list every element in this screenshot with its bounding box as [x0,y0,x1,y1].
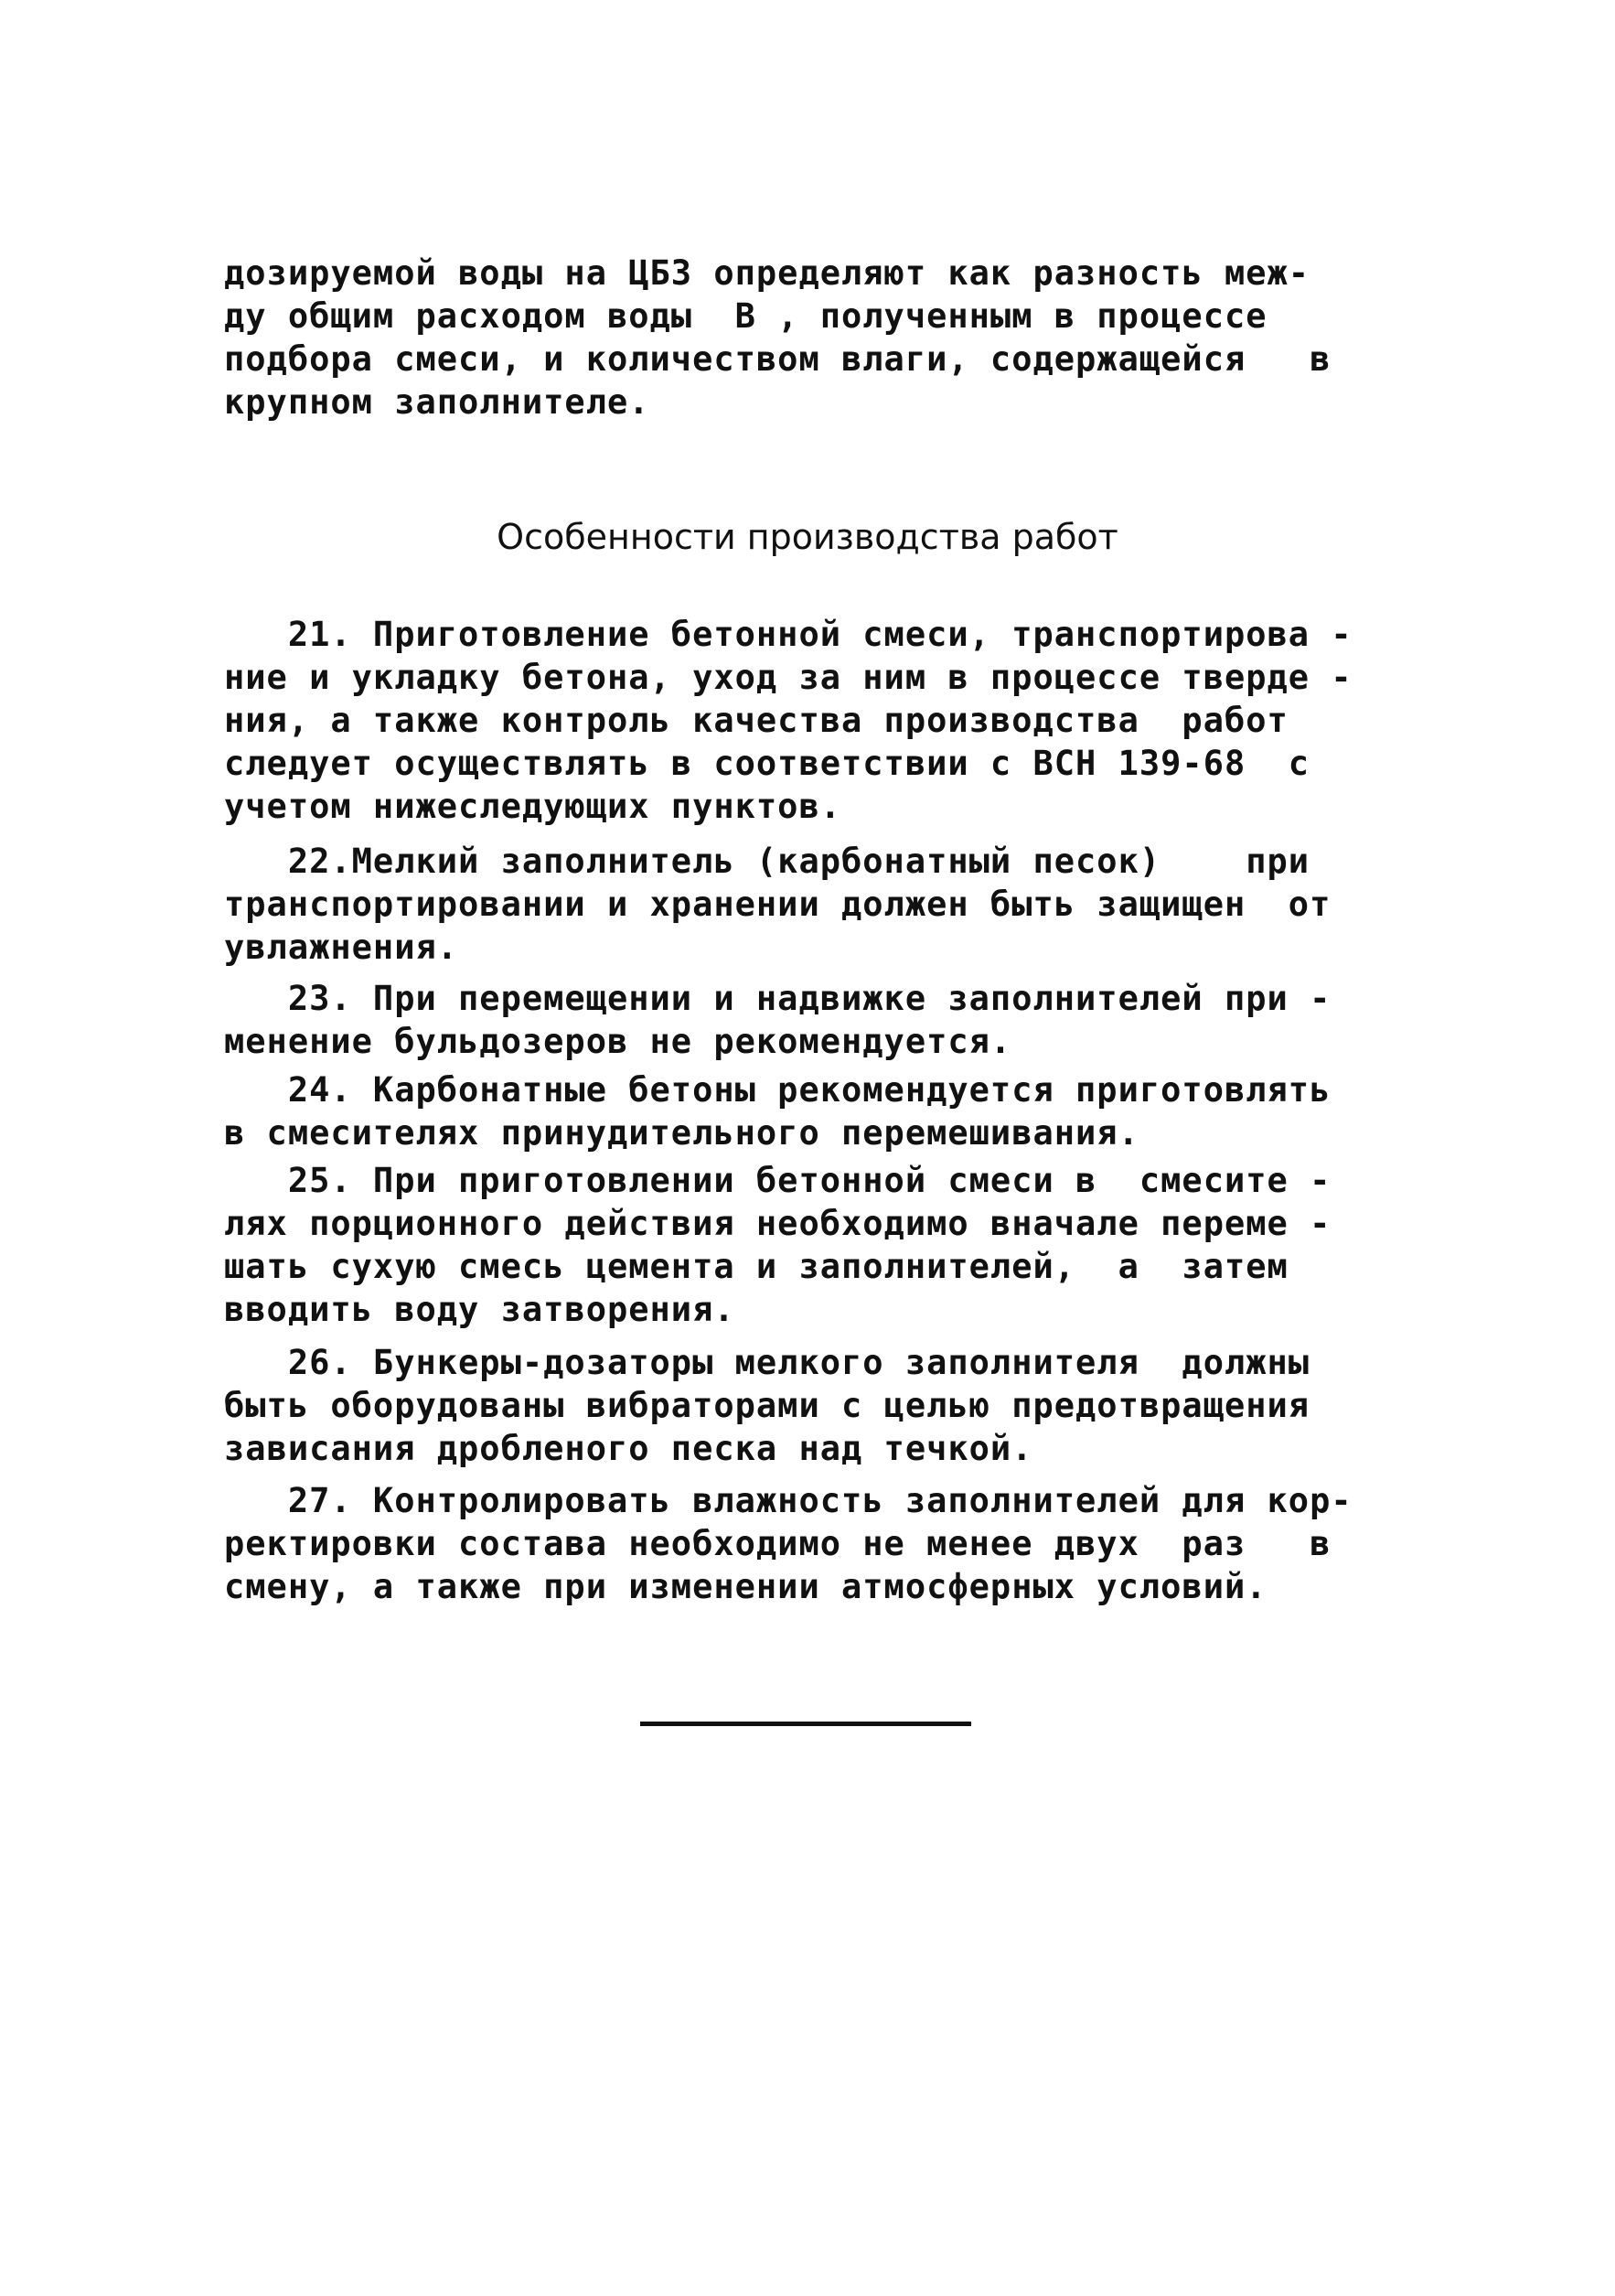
intro-line: ду общим расходом воды В , полученным в процессе [224,296,1267,336]
paragraph-21-line: ния, а также контроль качества производства работ [224,701,1289,740]
paragraph-25-line: лях порционного действия необходимо вначале переме - [224,1204,1332,1243]
paragraph-24-line: 24. Карбонатные бетоны рекомендуется приготовлять [224,1070,1332,1110]
paragraph-25-line: шать сухую смесь цемента и заполнителей, а затем [224,1247,1289,1286]
paragraph-22-line: 22.Мелкий заполнитель (карбонатный песок) при [224,842,1310,881]
paragraph-23-line: менение бульдозеров не рекомендуется. [224,1022,1012,1061]
section-title: Особенности производства работ [497,517,1118,557]
paragraph-21-line: учетом нижеследующих пунктов. [224,787,842,826]
paragraph-27-line: смену, а также при изменении атмосферных условий. [224,1567,1267,1606]
paragraph-26-line: зависания дробленого песка над течкой. [224,1429,1033,1468]
paragraph-21-line: 21. Приготовление бетонной смеси, транспортирова - [224,615,1353,654]
intro-line: подбора смеси, и количеством влаги, содержащейся в [224,339,1332,379]
paragraph-21-line: следует осуществлять в соответствии с ВСН 139-68 с [224,744,1310,783]
paragraph-25-line: 25. При приготовлении бетонной смеси в смесите - [224,1161,1332,1200]
paragraph-22-line: транспортировании и хранении должен быть защищен от [224,885,1332,924]
intro-line: крупном заполнителе. [224,382,650,422]
paragraph-22-line: увлажнения. [224,928,459,967]
paragraph-25-line: вводить воду затворения. [224,1290,735,1329]
paragraph-26-line: 26. Бункеры-дозаторы мелкого заполнителя должны [224,1343,1310,1382]
paragraph-27-line: 27. Контролировать влажность заполнителей для кор- [224,1481,1353,1520]
paragraph-26-line: быть оборудованы вибраторами с целью предотвращения [224,1386,1310,1425]
paragraph-24-line: в смесителях принудительного перемешивания. [224,1113,1139,1153]
end-divider [640,1722,971,1726]
paragraph-27-line: ректировки состава необходимо не менее двух раз в [224,1524,1332,1563]
paragraph-21-line: ние и укладку бетона, уход за ним в процессе тверде - [224,658,1353,697]
paragraph-23-line: 23. При перемещении и надвижке заполнителей при - [224,979,1332,1018]
intro-line: дозируемой воды на ЦБЗ определяют как разность меж- [224,253,1310,293]
